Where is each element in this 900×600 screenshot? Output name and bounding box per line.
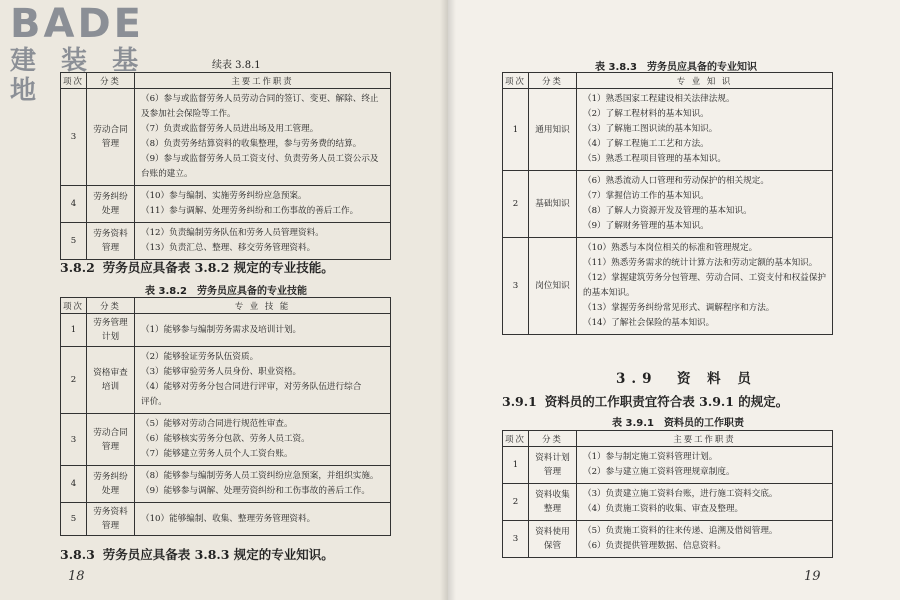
content-line: （4）了解工程施工工艺和方法。 [583,139,709,149]
table-row [61,347,391,414]
row-category [529,238,577,335]
table-row [503,238,833,335]
row-category [529,89,577,171]
content-line: （3）负责建立施工资料台账，进行施工资料交底。 [583,489,778,499]
category-line: 管理 [101,243,120,253]
row-content [135,223,391,260]
row-index: 2 [61,347,87,414]
content-line: 台账的建立。 [141,169,193,179]
content-line: （8）负责劳务结算资料的收集整理，参与劳务费的结算。 [141,139,362,149]
column-header: 项次 [503,73,529,89]
continued-caption: 续表 3.8.1 [212,60,261,71]
table-row [61,414,391,466]
row-index: 4 [61,466,87,503]
content-line: （10）能够编制、收集、整理劳务管理资料。 [141,513,316,524]
content-line: （10）熟悉与本岗位相关的标准和管理规定。 [583,243,758,253]
content-line: （7）掌握信访工作的基本知识。 [583,191,709,201]
category-line: 劳务纠纷 [93,192,128,202]
row-content [135,314,391,347]
table-row [61,314,391,347]
table-row [61,503,391,536]
content-line: （4）负责施工资料的收集、审查及整理。 [583,504,744,514]
table-row [503,521,833,558]
category-line: 资料计划 [535,453,570,463]
section-text: 资料员的工作职责宜符合表 3.9.1 的规定。 [544,394,789,409]
column-header: 项次 [503,431,529,447]
column-header: 主要工作职责 [577,431,833,447]
row-category [87,89,135,186]
category-line: 管理 [101,139,120,149]
content-line: （6）参与或监督劳务人员劳动合同的签订、变更、解除、终止 [141,94,379,104]
row-category [87,223,135,260]
content-line: （12）负责编制劳务队伍和劳务人员管理资料。 [141,228,324,238]
content-line: 评价。 [141,397,167,407]
content-line: （3）了解施工图识读的基本知识。 [583,124,718,134]
table-row [503,171,833,238]
row-index: 1 [503,447,529,484]
category-line: 劳务资料 [93,229,128,239]
logo-subtitle: 建 装 基 地 [10,46,147,106]
column-header: 分类 [529,431,577,447]
category-line: 整理 [543,504,562,514]
category-line: 劳务管理 [93,318,128,328]
section-3-9-1 [502,392,788,410]
category-line: 劳动合同 [93,125,128,135]
category-line: 资料收集 [535,490,570,500]
content-line: （12）掌握建筑劳务分包管理、劳动合同、工资支付和权益保护 [583,273,826,283]
content-line: （3）能够审验劳务人员身份、职业资格。 [141,367,302,377]
table-row [61,89,391,186]
row-category [529,484,577,521]
content-line: （1）熟悉国家工程建设相关法律法规。 [583,94,735,104]
category-line: 劳动合同 [93,427,128,438]
table-3-8-2-caption: 表 3.8.2 劳务员应具备的专业技能 [145,286,307,297]
table-3-8-1 [60,72,391,260]
section-3-8-2 [60,258,334,276]
row-category [529,447,577,484]
page-number-right: 19 [804,569,821,584]
row-content [577,484,833,521]
category-line: 处理 [101,206,120,216]
content-line: （9）能够参与调解、处理劳资纠纷和工伤事故的善后工作。 [141,486,370,496]
category-line: 计划 [101,332,120,342]
content-line: （7）负责或监督劳务人员进出场及用工管理。 [141,124,319,134]
row-category [87,186,135,223]
content-line: 的基本知识。 [583,288,635,298]
section-3-8-3 [60,545,334,563]
content-line: （9）了解财务管理的基本知识。 [583,221,709,231]
content-line: （6）负责提供管理数据、信息资料。 [583,541,726,551]
table-header-row [61,73,391,89]
content-line: （6）熟悉流动人口管理和劳动保护的相关规定。 [583,176,769,186]
row-content [577,171,833,238]
content-line: （13）负责汇总、整理、移交劳务管理资料。 [141,243,316,253]
section-number: 3.9.1 [502,394,537,409]
content-line: （11）参与调解、处理劳务纠纷和工伤事故的善后工作。 [141,206,359,216]
content-line: （10）参与编制、实施劳务纠纷应急预案。 [141,191,307,201]
row-index: 3 [61,414,87,466]
row-category [87,314,135,347]
column-header: 项次 [61,298,87,314]
row-index: 2 [503,484,529,521]
row-category [529,171,577,238]
column-header: 专 业 技 能 [135,298,391,314]
category-line: 处理 [101,486,120,496]
content-line: （1）能够参与编制劳务需求及培训计划。 [141,324,302,335]
content-line: （8）能够参与编制劳务人员工资纠纷应急预案，并组织实施。 [141,471,379,481]
content-line: （13）掌握劳务纠纷常见形式、调解程序和方法。 [583,303,775,313]
content-line: （5）负责施工资料的往来传递、追溯及借阅管理。 [583,526,778,536]
category-line: 劳务资料 [93,507,128,517]
content-line: （6）能够核实劳务分包款、劳务人员工资。 [141,434,310,444]
row-content [577,521,833,558]
category-line: 管理 [543,467,562,477]
content-line: （8）了解人力资源开发及管理的基本知识。 [583,206,752,216]
logo-brand: BADE [10,1,144,47]
category-line: 资料使用 [535,527,570,537]
row-category [87,414,135,466]
row-index: 5 [61,503,87,536]
category-line: 保管 [543,541,562,551]
category-line: 管理 [101,441,120,452]
row-index: 3 [503,521,529,558]
row-category [87,503,135,536]
section-3-9-title: 3.9 资 料 员 [616,371,757,387]
table-3-9-1-caption: 表 3.9.1 资料员的工作职责 [612,418,744,429]
book-gutter [440,0,456,600]
row-content [577,238,833,335]
category-line: 资格审查 [93,368,128,378]
table-row [61,466,391,503]
content-line: （2）参与建立施工资料管理规章制度。 [583,467,735,477]
content-line: （11）熟悉劳务需求的统计计算方法和劳动定额的基本知识。 [583,258,818,268]
row-content [135,466,391,503]
section-text: 劳务员应具备表 3.8.3 规定的专业知识。 [102,547,334,562]
row-content [135,186,391,223]
content-line: （7）能够建立劳务人员个人工资台账。 [141,449,293,459]
column-header: 分类 [529,73,577,89]
row-index: 3 [503,238,529,335]
row-index: 3 [61,89,87,186]
table-row [503,89,833,171]
content-line: （5）熟悉工程项目管理的基本知识。 [583,154,726,164]
row-index: 1 [503,89,529,171]
section-number: 3.8.3 [60,547,95,562]
category-line: 管理 [101,521,120,531]
content-line: （9）参与或监督劳务人员工资支付、负责劳务人员工资公示及 [141,154,379,164]
column-header: 项次 [61,73,87,89]
content-line: （5）能够对劳动合同进行规范性审查。 [141,419,293,429]
table-header-row [503,73,833,89]
table-3-8-3 [502,72,833,335]
content-line: （4）能够对劳务分包合同进行评审，对劳务队伍进行综合 [141,382,362,392]
table-3-8-2 [60,297,391,536]
table-row [61,223,391,260]
row-content [135,347,391,414]
content-line: （2）了解工程材料的基本知识。 [583,109,709,119]
row-category [87,466,135,503]
row-content [577,89,833,171]
row-category [529,521,577,558]
row-index: 1 [61,314,87,347]
row-content [135,89,391,186]
category-line: 基础知识 [535,199,570,209]
column-header: 主要工作职责 [135,73,391,89]
content-line: （14）了解社会保险的基本知识。 [583,318,715,328]
row-content [577,447,833,484]
column-header: 分类 [87,73,135,89]
page-number-left: 18 [68,569,85,584]
column-header: 分类 [87,298,135,314]
content-line: （1）参与制定施工资料管理计划。 [583,452,718,462]
row-index: 2 [503,171,529,238]
table-header-row [503,431,833,447]
table-row [61,186,391,223]
row-index: 4 [61,186,87,223]
column-header: 专 业 知 识 [577,73,833,89]
table-header-row [61,298,391,314]
category-line: 通用知识 [535,124,570,135]
row-category [87,347,135,414]
content-line: 及参加社会保险等工作。 [141,109,236,119]
category-line: 培训 [101,382,120,392]
category-line: 岗位知识 [535,281,570,291]
row-content [135,414,391,466]
section-number: 3.8.2 [60,260,95,275]
section-text: 劳务员应具备表 3.8.2 规定的专业技能。 [102,260,334,275]
category-line: 劳务纠纷 [93,472,128,482]
table-row [503,447,833,484]
table-3-9-1 [502,430,833,558]
content-line: （2）能够验证劳务队伍资质。 [141,352,259,362]
row-index: 5 [61,223,87,260]
table-3-8-3-caption: 表 3.8.3 劳务员应具备的专业知识 [595,62,757,73]
row-content [135,503,391,536]
table-row [503,484,833,521]
